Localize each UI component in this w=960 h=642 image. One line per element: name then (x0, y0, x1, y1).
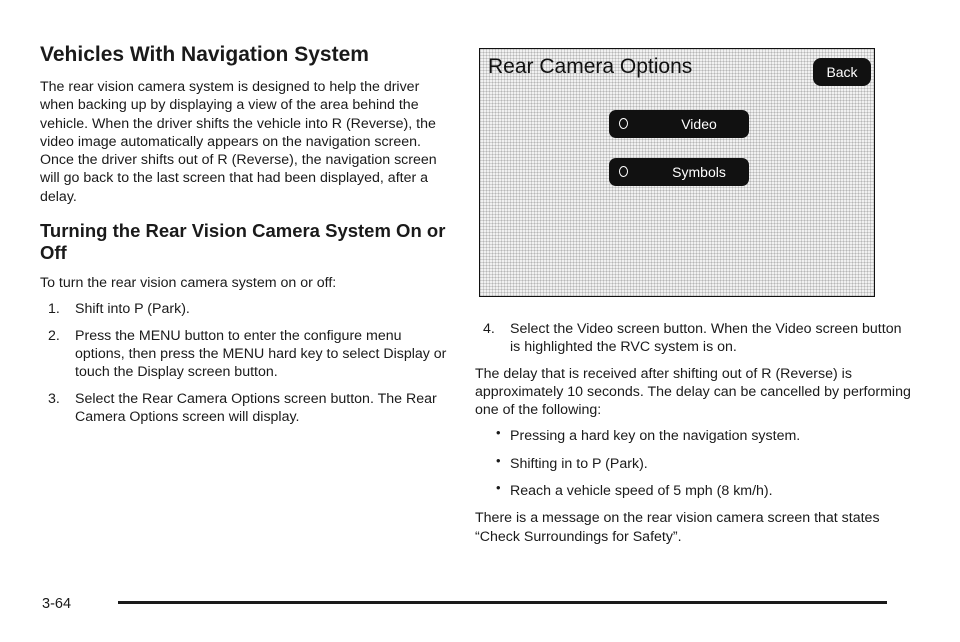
video-button[interactable] (609, 110, 749, 138)
step-text: Select the Rear Camera Options screen button. The Rear Camera Options screen will display. (75, 390, 437, 425)
bullet-text: Reach a vehicle speed of 5 mph (8 km/h). (510, 483, 773, 500)
step-number: 2. (48, 327, 60, 344)
bullet-text: Shifting in to P (Park). (510, 455, 648, 472)
right-column (475, 320, 915, 554)
page-number: 3-64 (42, 596, 72, 612)
subsection-heading: Turning the Rear Vision Camera System On or Off (40, 220, 446, 264)
list-item (475, 452, 915, 473)
video-button-label: Video (681, 116, 717, 132)
bullet-icon: • (496, 480, 501, 496)
list-item (40, 327, 450, 382)
bullet-text: Pressing a hard key on the navigation system. (510, 428, 801, 445)
step-text: Shift into P (Park). (75, 301, 190, 318)
step-number: 3. (48, 390, 60, 407)
list-item (475, 427, 915, 445)
back-button[interactable]: Back (813, 58, 871, 86)
list-item (40, 390, 450, 427)
step-text: Select the Video screen button. When the Video screen button is highlighted the RVC system is on. (510, 321, 902, 356)
rear-camera-options-screen (479, 48, 875, 297)
radio-circle-icon (619, 118, 628, 129)
screen-title: Rear Camera Options (488, 55, 693, 78)
list-item (475, 320, 915, 357)
step-number: 4. (483, 321, 495, 337)
list-item (475, 482, 915, 500)
footer-rule (118, 601, 887, 604)
section-heading: Vehicles With Navigation System (40, 43, 369, 66)
symbols-button-label: Symbols (672, 164, 726, 180)
radio-circle-icon (619, 166, 628, 177)
instruction-text: To turn the rear vision camera system on or off: (40, 275, 337, 292)
intro-paragraph: The rear vision camera system is designed to help the driver when backing up by displaying a view of the area behind the vehicle. When the driver shifts the vehicle into R (Reverse), the video image automatically appears on the navigation screen. Once the driver shifts out of R (Reverse), the navigation screen will go back to the last screen that had been displayed, after a delay. (40, 79, 437, 205)
symbols-button[interactable] (609, 158, 749, 186)
step-text: Press the MENU button to enter the configure menu options, then press the MENU hard key to select Display or touch the Display screen button. (75, 327, 447, 381)
list-item (40, 300, 450, 318)
step-number: 1. (48, 301, 60, 318)
bullet-list (475, 427, 915, 500)
steps-list (40, 300, 450, 426)
delay-paragraph: The delay that is received after shifting out of R (Reverse) is approximately 10 seconds. The delay can be cancelled by performing one of the following: (475, 365, 911, 419)
closing-paragraph: There is a message on the rear vision camera screen that states “Check Surroundings for Safety”. (475, 510, 880, 545)
left-column (40, 42, 450, 434)
bullet-icon: • (496, 452, 501, 468)
bullet-icon: • (496, 425, 501, 441)
